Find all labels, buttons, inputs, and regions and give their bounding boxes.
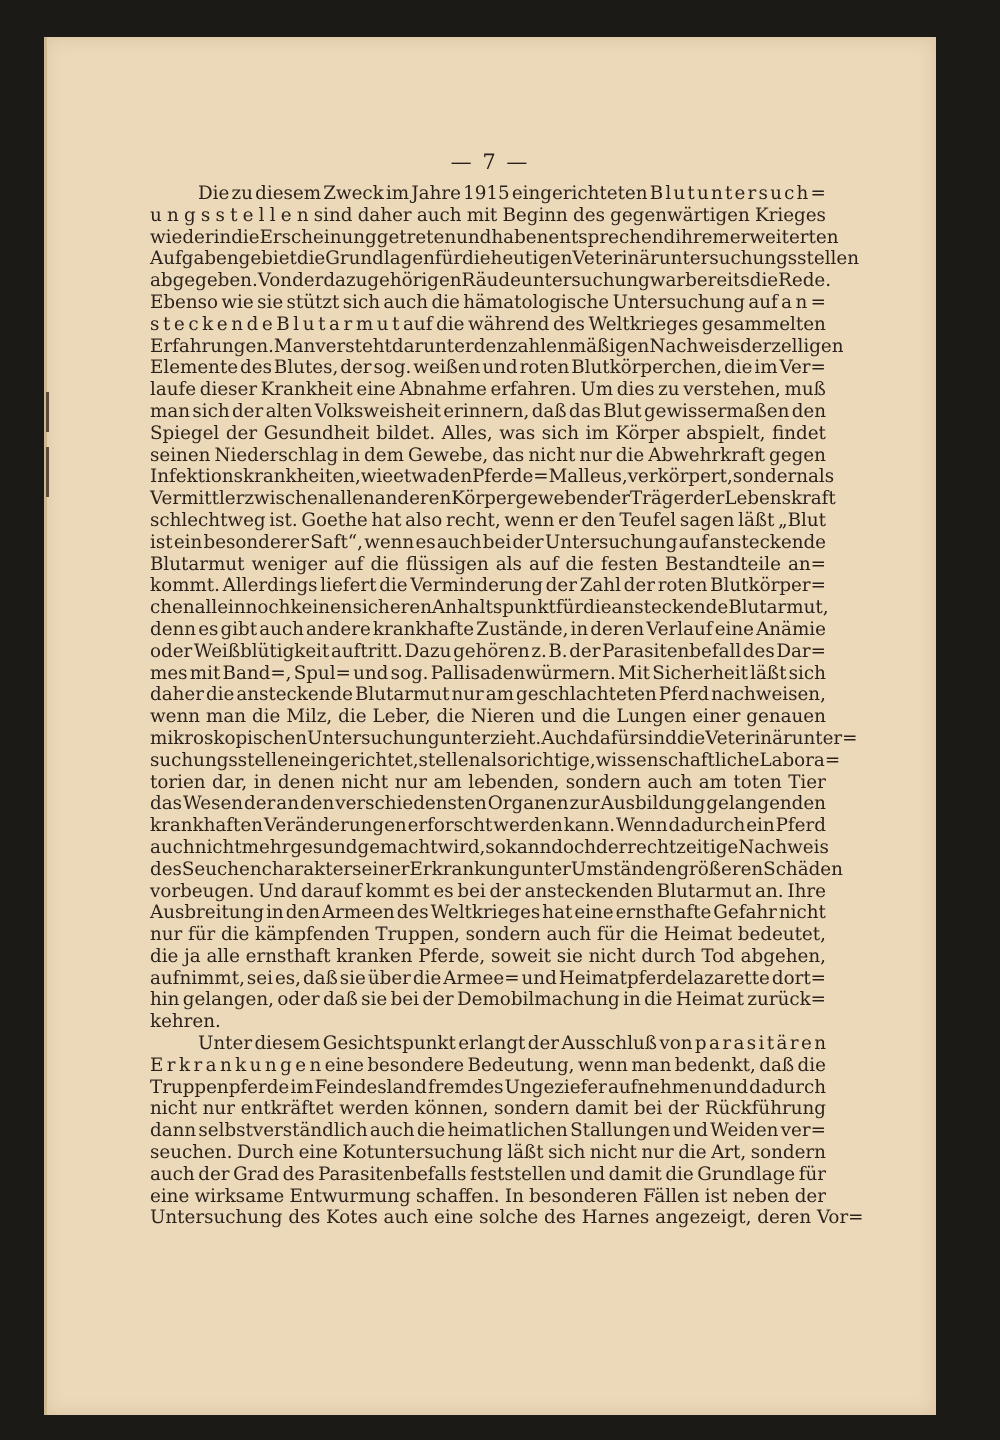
text-line: Truppenpferde im Feindesland fremdes Ungeziefer aufnehmen und dadurch (150, 1076, 826, 1098)
binding-mark (46, 392, 49, 432)
binding-mark (46, 447, 49, 497)
text-line: des Seuchencharakters einer Erkrankung unter Umständen größeren Schäden (150, 858, 843, 880)
text-line: aufnimmt, sei es, daß sie über die Armee= und Heimatpferdelazarette dort= (150, 967, 826, 989)
text-line: suchungsstellen eingerichtet, stellen also richtige, wissenschaftliche Labora= (150, 749, 841, 771)
text-line: eine wirksame Entwurmung schaffen. In besonderen Fällen ist neben der (150, 1185, 826, 1207)
text-line: krankhaften Veränderungen erforscht werden kann. Wenn dadurch ein Pferd (150, 815, 826, 837)
text-line: Die zu diesem Zweck im Jahre 1915 eingerichteten B l u t u n t e r s u c h = (198, 183, 826, 204)
text-line: laufe dieser Krankheit eine Abnahme erfahren. Um dies zu verstehen, muß (150, 379, 826, 401)
text-line: chen allein noch keinen sicheren Anhaltspunkt für die ansteckende Blutarmut, (150, 597, 829, 619)
text-line: schlechtweg ist. Goethe hat also recht, wenn er den Teufel sagen läßt „Blut (150, 509, 826, 531)
text-line: Unter diesem Gesichtspunkt erlangt der Ausschluß von p a r a s i t ä r e n (198, 1033, 826, 1055)
text-line: Vermittler zwischen allen anderen Körpergeweben der Träger der Lebenskraft (150, 488, 836, 510)
text-line: Spiegel der Gesundheit bildet. Alles, was sich im Körper abspielt, findet (150, 422, 826, 444)
text-line: das Wesen der an den verschiedensten Organen zur Ausbildung gelangenden (150, 793, 826, 815)
text-line: Blutarmut weniger auf die flüssigen als auf die festen Bestandteile an= (150, 553, 826, 575)
text-line: denn es gibt auch andere krankhafte Zustände, in deren Verlauf eine Anämie (150, 618, 826, 640)
text-line: hin gelangen, oder daß sie bei der Demobilmachung in die Heimat zurück= (150, 989, 826, 1011)
text-line: seuchen. Durch eine Kotuntersuchung läßt sich nicht nur die Art, sondern (150, 1142, 826, 1164)
text-line: torien dar, in denen nicht nur am lebenden, sondern auch am toten Tier (150, 771, 826, 793)
text-line: auch der Grad des Parasitenbefalls feststellen und damit die Grundlage für (150, 1163, 826, 1185)
text-line: vorbeugen. Und darauf kommt es bei der ansteckenden Blutarmut an. Ihre (150, 880, 826, 902)
text-line: mes mit Band=, Spul= und sog. Pallisadenwürmern. Mit Sicherheit läßt sich (150, 662, 826, 684)
body-text (150, 183, 864, 1229)
text-line: Erfahrungen. Man versteht darunter den zahlenmäßigen Nachweis der zelligen (150, 335, 844, 357)
text-line: dann selbstverständlich auch die heimatlichen Stallungen und Weiden ver= (150, 1120, 826, 1142)
text-line: Infektionskrankheiten, wie etwa den Pferde=Malleus, verkörpert, sondern als (150, 466, 835, 488)
text-line: daher die ansteckende Blutarmut nur am geschlachteten Pferd nachweisen, (150, 684, 826, 706)
book-page (44, 37, 936, 1415)
page-number: — 7 — (450, 150, 530, 174)
text-line: s t e c k e n d e B l u t a r m u t auf die während des Weltkrieges gesammelten (150, 313, 826, 335)
text-line: mikroskopischen Untersuchung unterzieht. Auch dafür sind die Veterinärunter= (150, 727, 858, 749)
text-line: wieder in die Erscheinung getreten und haben entsprechend ihrem erweiterten (150, 226, 839, 248)
text-line: Elemente des Blutes, der sog. weißen und roten Blutkörperchen, die im Ver= (150, 357, 826, 379)
text-line: wenn man die Milz, die Leber, die Nieren und die Lungen einer genauen (150, 706, 826, 728)
page-binding-edge (44, 37, 47, 1415)
text-line: abgegeben. Von der dazugehörigen Räudeuntersuchung war bereits die Rede. (150, 270, 832, 292)
text-line: oder Weißblütigkeit auftritt. Dazu gehören z. B. der Parasitenbefall des Dar= (150, 640, 826, 662)
text-line: u n g s s t e l l e n sind daher auch mit Beginn des gegenwärtigen Krieges (150, 204, 826, 226)
text-line: nicht nur entkräftet werden können, sondern damit bei der Rückführung (150, 1098, 826, 1120)
text-line: Aufgabengebiet die Grundlagen für die heutigen Veterinäruntersuchungsstellen (150, 248, 859, 270)
text-line: auch nicht mehr gesund gemacht wird, so kann doch der rechtzeitige Nachweis (150, 836, 829, 858)
text-line: kommt. Allerdings liefert die Verminderung der Zahl der roten Blutkörper= (150, 575, 826, 597)
text-line: die ja alle ernsthaft kranken Pferde, soweit sie nicht durch Tod abgehen, (150, 945, 826, 967)
text-line: seinen Niederschlag in dem Gewebe, das nicht nur die Abwehrkraft gegen (150, 444, 826, 466)
text-line: E r k r a n k u n g e n eine besondere Bedeutung, wenn man bedenkt, daß die (150, 1054, 826, 1076)
text-line: Ebenso wie sie stützt sich auch die hämatologische Untersuchung auf a n = (150, 291, 826, 313)
text-line: kehren. (150, 1011, 221, 1033)
text-line: ist ein besonderer Saft“, wenn es auch bei der Untersuchung auf ansteckende (150, 531, 826, 553)
text-line: Ausbreitung in den Armeen des Weltkrieges hat eine ernsthafte Gefahr nicht (150, 902, 826, 924)
text-line: Untersuchung des Kotes auch eine solche des Harnes angezeigt, deren Vor= (150, 1207, 864, 1229)
text-line: man sich der alten Volksweisheit erinnern, daß das Blut gewissermaßen den (150, 400, 826, 422)
text-line: nur für die kämpfenden Truppen, sondern auch für die Heimat bedeutet, (150, 924, 826, 946)
